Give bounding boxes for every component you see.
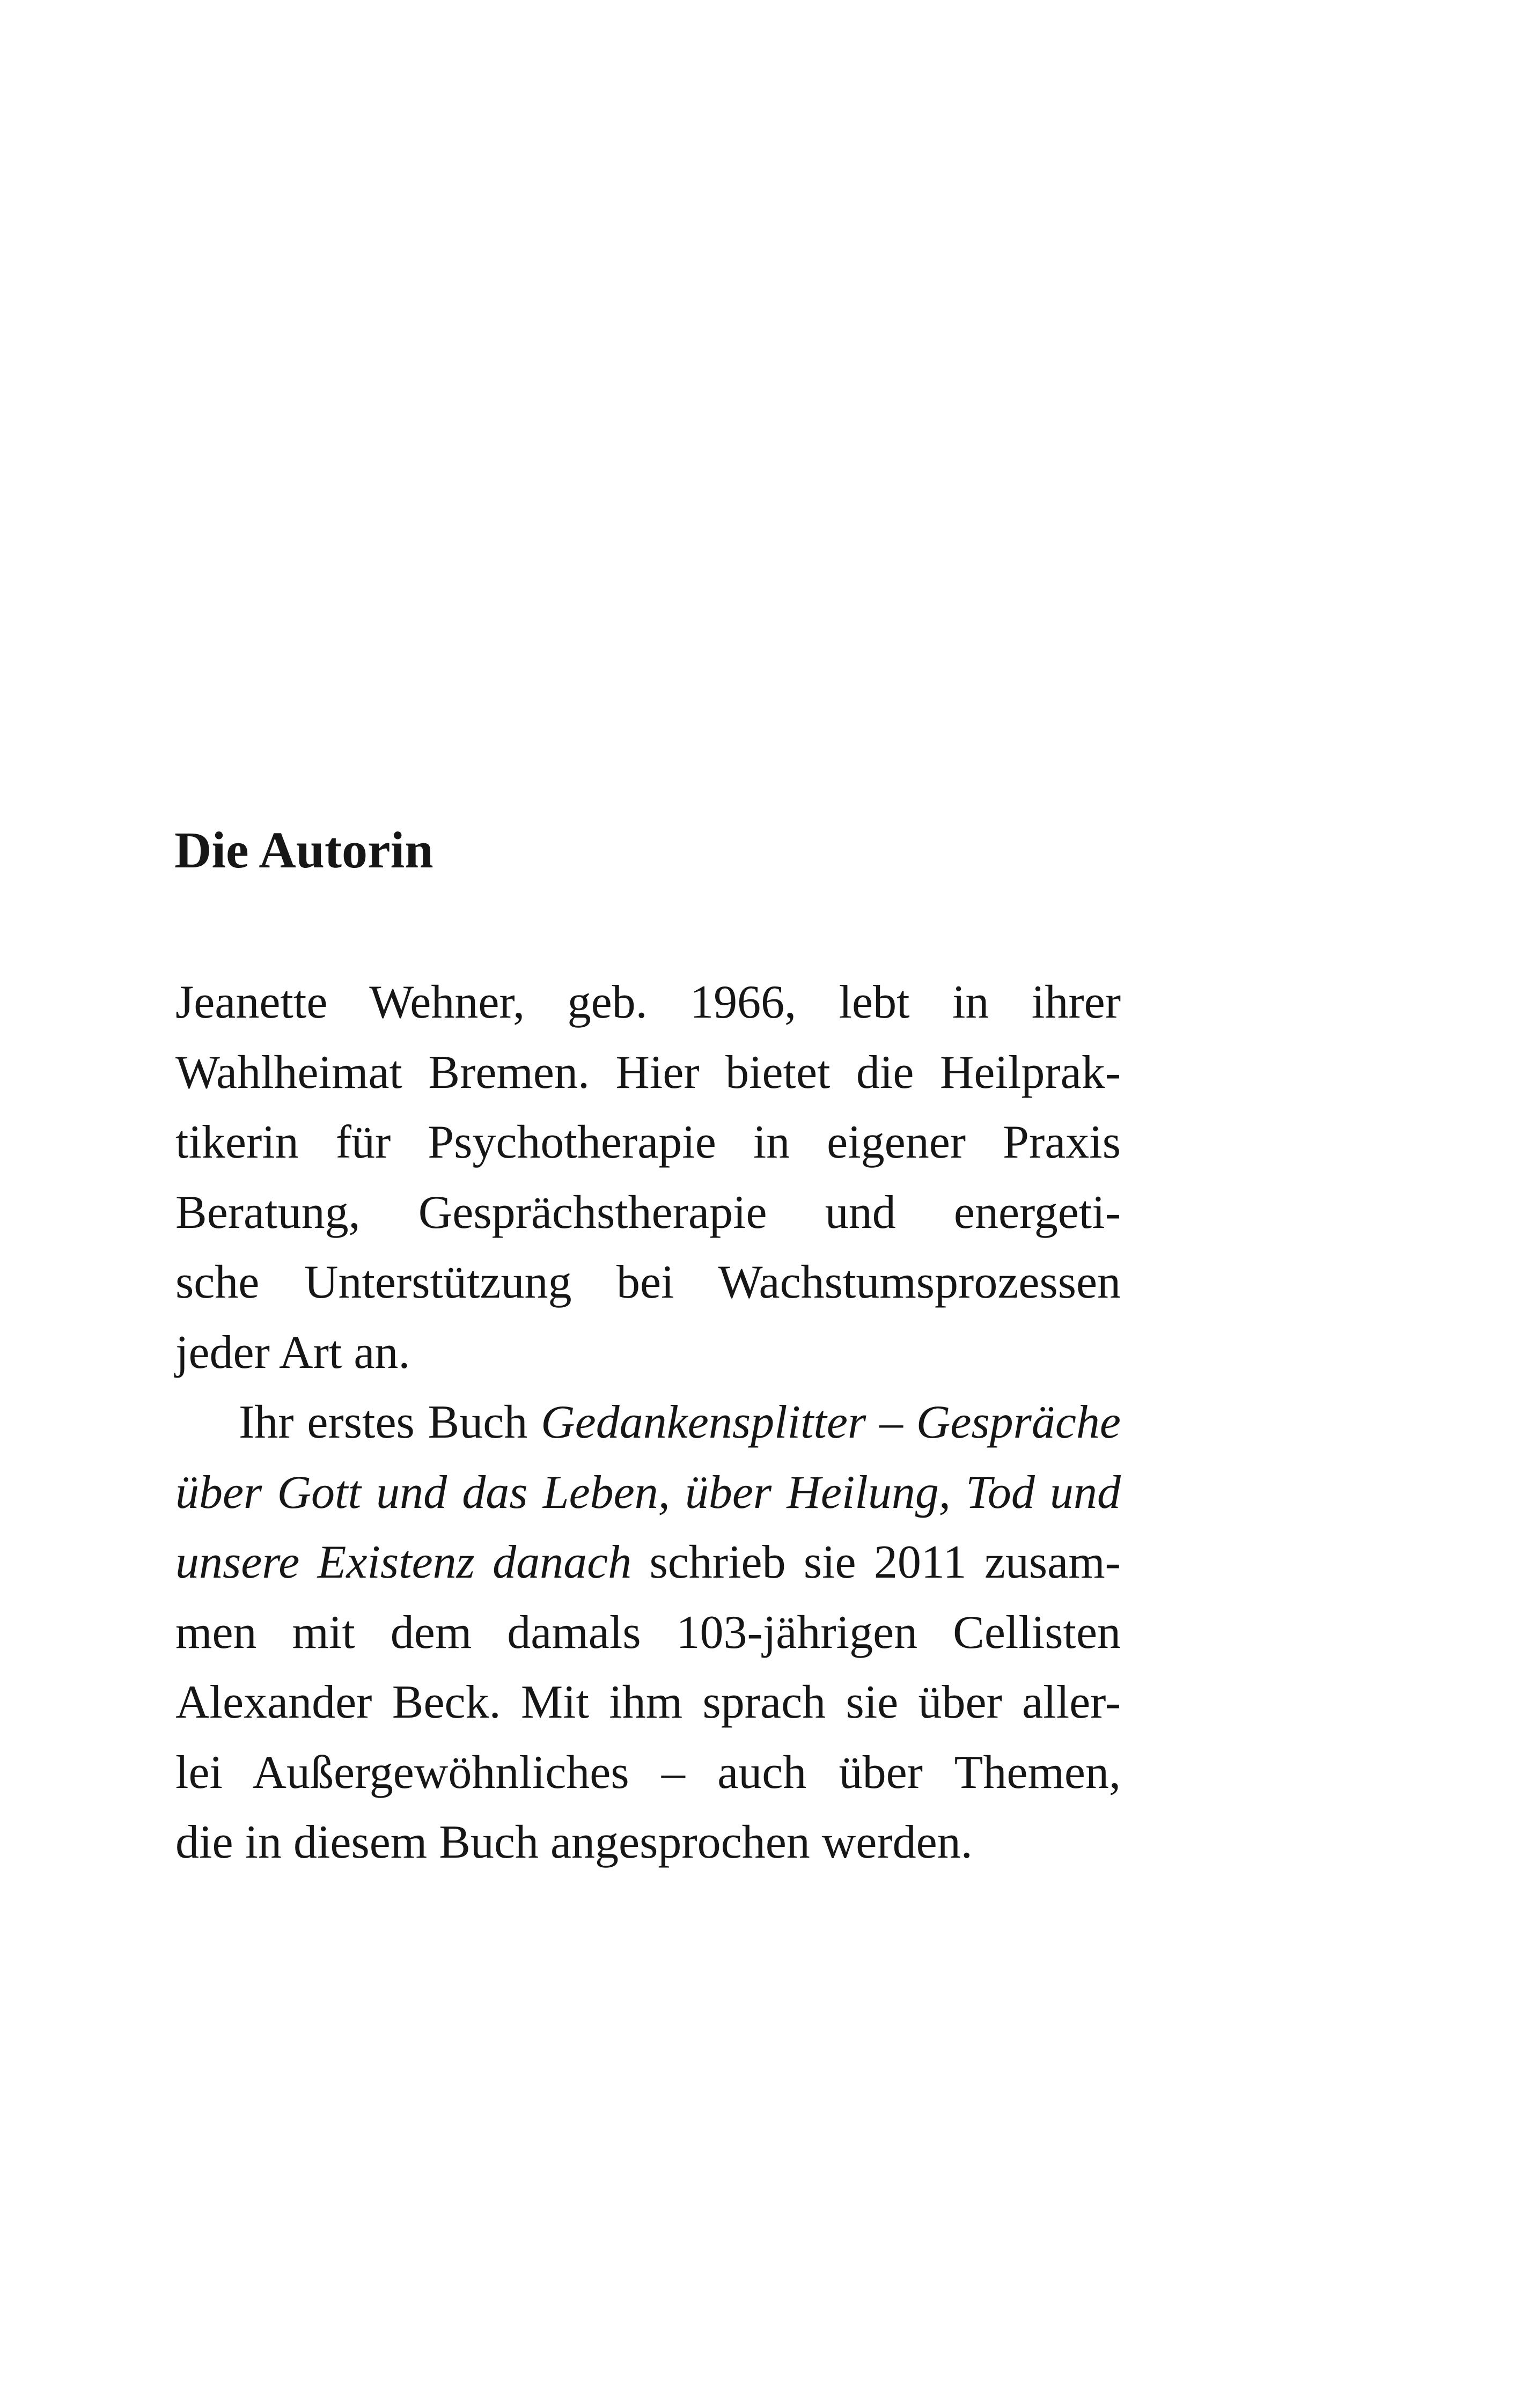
- author-bio: [175, 968, 1121, 1878]
- text-line: [175, 1528, 1121, 1598]
- text-plain: schrieb sie 2011 zusam-: [631, 1536, 1121, 1588]
- text-line: Beratung, Gesprächstherapie und energeti-: [175, 1186, 1121, 1239]
- text-line: Wahlheimat Bremen. Hier bietet die Heilprak-: [175, 1046, 1121, 1099]
- book-title-italic: Gedankensplitter – Gespräche: [541, 1396, 1121, 1448]
- text-line: lei Außergewöhnliches – auch über Themen,: [175, 1746, 1121, 1799]
- book-title-italic: über Gott und das Leben, über Heilung, Tod und: [175, 1466, 1121, 1519]
- text-line: Jeanette Wehner, geb. 1966, lebt in ihrer: [175, 976, 1121, 1028]
- text-line: men mit dem damals 103-jährigen Cellisten: [175, 1606, 1121, 1659]
- paragraph-1: [175, 968, 1121, 1388]
- text-line: sche Unterstützung bei Wachstumsprozessen: [175, 1256, 1121, 1308]
- text-plain: Ihr erstes Buch: [239, 1396, 541, 1448]
- text-line: [175, 1458, 1121, 1528]
- text-line: die in diesem Buch angesprochen werden.: [175, 1816, 973, 1868]
- text-line: tikerin für Psychotherapie in eigener Praxis: [175, 1116, 1121, 1168]
- text-line: Alexander Beck. Mit ihm sprach sie über aller-: [175, 1676, 1121, 1728]
- text-line: jeder Art an.: [175, 1326, 410, 1379]
- text-line: [175, 1388, 1121, 1458]
- book-title-italic: unsere Existenz danach: [175, 1536, 632, 1588]
- paragraph-2: [175, 1388, 1121, 1878]
- section-heading: Die Autorin: [174, 821, 433, 879]
